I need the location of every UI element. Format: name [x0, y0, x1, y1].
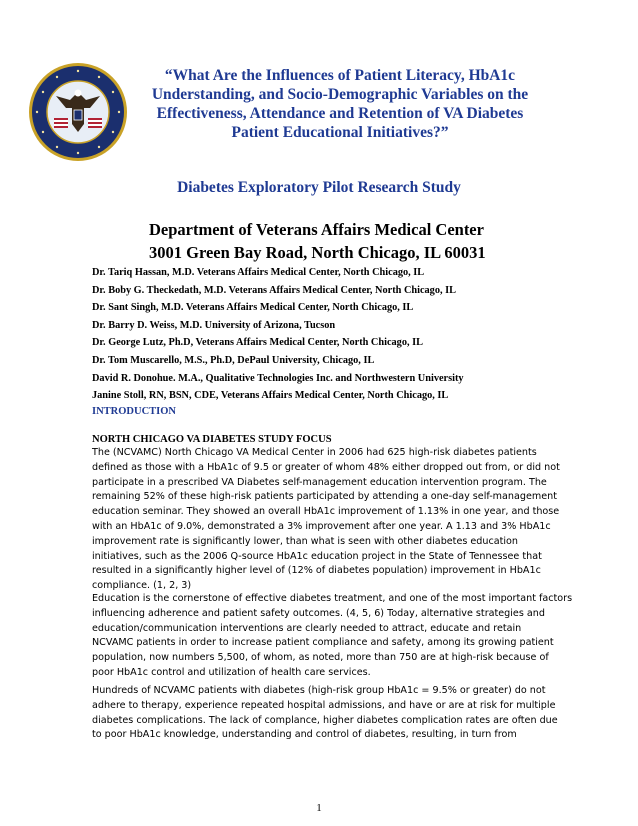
department-name: Department of Veterans Affairs Medical Center — [149, 220, 484, 239]
text-line: resulted in a significantly higher level of (12% of diabetes population) improvement in HbA1c — [92, 565, 541, 577]
text-line: The (NCVAMC) North Chicago VA Medical Center in 2006 had 625 high-risk diabetes patients — [92, 447, 537, 458]
text-line: improvement rate is significantly lower, than what is seen with other diabetes education — [92, 535, 518, 547]
va-seal-logo — [28, 62, 128, 162]
text-line: Hundreds of NCVAMC patients with diabetes (high-risk group HbA1c = 9.5% or greater) do not — [92, 685, 546, 696]
author-entry: Dr. Tariq Hassan, M.D. Veterans Affairs Medical Center, North Chicago, IL — [92, 267, 425, 278]
text-line: population, now numbers 5,500, of whom, as noted, more than 750 are at high-risk because of — [92, 652, 549, 664]
text-line: defined as those with a HbA1c of 9.5 or greater of whom 48% either dropped out from, or did not — [92, 461, 560, 473]
author-entry: Dr. Sant Singh, M.D. Veterans Affairs Medical Center, North Chicago, IL — [92, 302, 414, 314]
title-line: “What Are the Influences of Patient Literacy, HbA1c — [164, 67, 516, 84]
title-line: Effectiveness, Attendance and Retention of VA Diabetes — [156, 105, 524, 122]
author-entry: Dr. Boby G. Theckedath, M.D. Veterans Affairs Medical Center, North Chicago, IL — [92, 284, 457, 296]
section-heading-introduction: INTRODUCTION — [92, 406, 177, 417]
author-entry: Dr. Tom Muscarello, M.S., Ph.D, DePaul University, Chicago, IL — [92, 354, 375, 366]
text-line: education seminar. They showed an overall HbA1c improvement of 1.13% in one year, and those — [92, 506, 560, 518]
text-line: remaining 52% of these high-risk patients participated by attending a one-day self-management — [92, 491, 557, 503]
paragraph-1 — [92, 446, 602, 594]
text-line: diabetes complications. The lack of complance, higher diabetes complication rates are often due — [92, 714, 558, 726]
department-address: 3001 Green Bay Road, North Chicago, IL 60031 — [149, 243, 486, 262]
author-entry: Dr. George Lutz, Ph.D, Veterans Affairs Medical Center, North Chicago, IL — [92, 337, 423, 349]
document-title — [120, 66, 560, 142]
text-line: Education is the cornerstone of effective diabetes treatment, and one of the most important factors — [92, 593, 573, 604]
text-line: initiatives, such as the 2006 Q-source HbA1c education project in the State of Tennessee that — [92, 550, 542, 562]
text-line: compliance. (1, 2, 3) — [92, 580, 192, 592]
text-line: NCVAMC patients in order to increase patient compliance and safety, among its growing patient — [92, 637, 554, 649]
text-line: influencing adherence and patient safety outcomes. (4, 5, 6) Today, alternative strategies and — [92, 607, 545, 619]
title-line: Understanding, and Socio-Demographic Variables on the — [151, 86, 529, 103]
author-entry: Dr. Barry D. Weiss, M.D. University of Arizona, Tucson — [92, 319, 336, 331]
text-line: participate in a prescribed VA Diabetes self-management education intervention program. The — [92, 476, 547, 488]
paragraph-3 — [92, 684, 602, 743]
study-subtitle: Diabetes Exploratory Pilot Research Study — [177, 179, 461, 196]
subsection-heading: NORTH CHICAGO VA DIABETES STUDY FOCUS — [92, 434, 332, 445]
text-line: poor HbA1c control and utilization of health care services. — [92, 666, 371, 678]
author-list — [92, 264, 612, 405]
paragraph-2 — [92, 592, 602, 681]
page-number: 1 — [316, 802, 322, 814]
author-entry: David R. Donohue. M.A., Qualitative Technologies Inc. and Northwestern University — [92, 372, 464, 384]
author-entry: Janine Stoll, RN, BSN, CDE, Veterans Affairs Medical Center, North Chicago, IL — [92, 390, 449, 402]
text-line: to poor HbA1c knowledge, understanding and control of diabetes, resulting, in turn from — [92, 729, 517, 741]
title-line: Patient Educational Initiatives?” — [231, 124, 449, 141]
text-line: with an HbA1c of 9.0%, demonstrated a 3% improvement after one year. A 1.13 and 3% HbA1c — [92, 520, 551, 532]
text-line: adhere to therapy, experience repeated hospital admissions, and have or are at risk for multiple — [92, 699, 556, 711]
text-line: education/communication interventions are clearly needed to attract, educate and retain — [92, 622, 522, 634]
